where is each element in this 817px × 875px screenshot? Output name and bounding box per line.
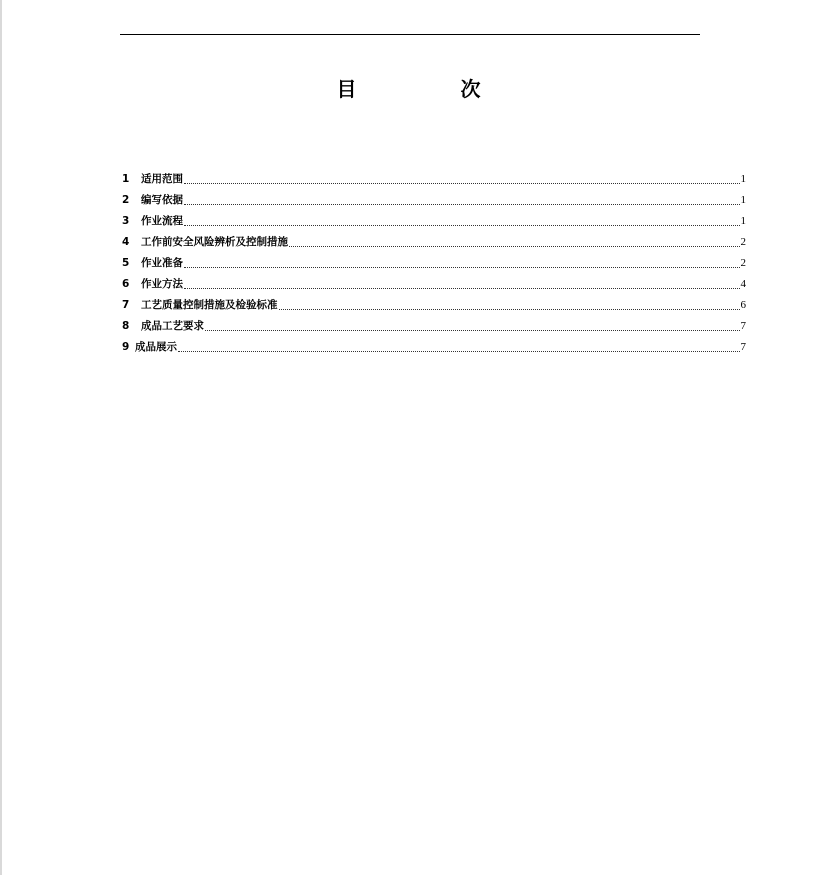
header-rule [120,34,700,35]
toc-entry-number: 5 [122,257,130,269]
toc-dot-leader [184,183,740,184]
toc-entry-1[interactable] [122,165,746,186]
toc-entry-number: 6 [122,278,130,290]
toc-entry-page: 1 [740,173,746,185]
toc-entry-page: 1 [740,194,746,206]
toc-entry-label: 适用范围 [141,173,183,185]
toc-entry-3[interactable] [122,207,746,228]
toc-entry-page: 7 [740,341,746,353]
toc-entry-label: 编写依据 [141,194,183,206]
toc-dot-leader [184,225,740,226]
toc-entry-page: 4 [740,278,746,290]
toc-entry-label: 成品展示 [135,341,177,353]
page-left-edge [0,0,2,875]
toc-entry-4[interactable] [122,228,746,249]
toc-dot-leader [205,330,740,331]
toc-entry-number: 4 [122,236,130,248]
toc-entry-2[interactable] [122,186,746,207]
toc-entry-number: 2 [122,194,130,206]
toc-dot-leader [279,309,740,310]
toc-entry-label: 作业方法 [141,278,183,290]
toc-dot-leader [184,288,740,289]
toc-entry-7[interactable] [122,291,746,312]
toc-dot-leader [184,204,740,205]
toc-entry-number: 7 [122,299,130,311]
toc-entry-label: 作业准备 [141,257,183,269]
toc-entry-number: 3 [122,215,130,227]
table-of-contents [122,165,746,354]
toc-entry-label: 成品工艺要求 [141,320,204,332]
toc-entry-page: 7 [740,320,746,332]
toc-entry-6[interactable] [122,270,746,291]
toc-dot-leader [178,351,740,352]
toc-entry-page: 2 [740,236,746,248]
toc-entry-label: 工作前安全风险辨析及控制措施 [141,236,288,248]
toc-entry-page: 6 [740,299,746,311]
toc-title: 目 次 [336,77,523,101]
toc-entry-label: 作业流程 [141,215,183,227]
toc-entry-label: 工艺质量控制措施及检验标准 [141,299,278,311]
toc-entry-8[interactable] [122,312,746,333]
toc-entry-5[interactable] [122,249,746,270]
toc-entry-9[interactable] [122,333,746,354]
toc-entry-number: 1 [122,173,130,185]
toc-entry-page: 1 [740,215,746,227]
toc-entry-number: 8 [122,320,130,332]
toc-entry-page: 2 [740,257,746,269]
toc-dot-leader [184,267,740,268]
toc-entry-number: 9 [122,341,130,353]
toc-dot-leader [289,246,740,247]
